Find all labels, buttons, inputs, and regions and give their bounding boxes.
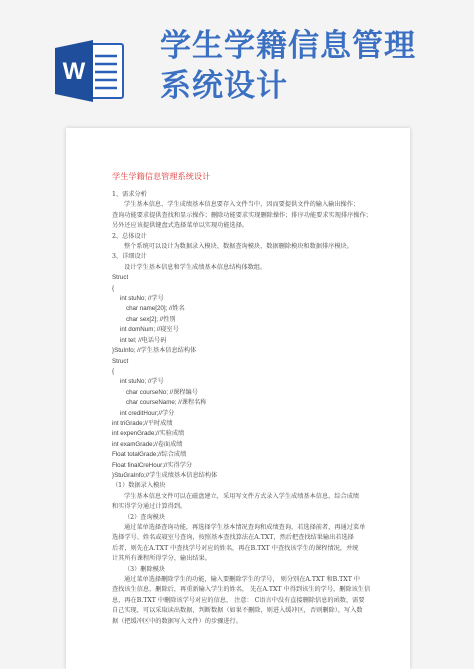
- header-banner: [0, 0, 474, 130]
- text-line: 计其所有课程所得学分，输出结果。: [112, 555, 211, 563]
- page-title: [160, 26, 460, 106]
- code-line: int expenGrade;//实验成绩: [112, 430, 185, 438]
- text-line: 自己实现，可以采取读出数据，判断数据（如果不删除，则进入缓冲区，否则删除），写入数: [112, 607, 363, 615]
- section-heading: 1、需求分析: [112, 191, 147, 198]
- document-page: [66, 128, 410, 669]
- code-line: {: [112, 284, 115, 292]
- code-line: int domNum; //寝室号: [120, 326, 179, 334]
- text-line: 整个系统可以设计为数据录入模块、数据查询模块、数据删除模块和数据排序模块。: [124, 243, 353, 251]
- code-line: int stuNo; //学号: [120, 378, 164, 386]
- code-line: int creditHour;//学分: [120, 409, 175, 417]
- code-line: int examGrade;//卷面成绩: [112, 440, 183, 448]
- subsection-heading: （3）删除模块: [124, 565, 166, 573]
- code-line: Float totalGrade;//综合成绩: [112, 451, 187, 459]
- text-line: 息，再在B.TXT 中删除该学号对应的信息， 注意： C语言中没有直接删除信息的函数，需要: [112, 596, 365, 604]
- subsection-heading: （2）查询模块: [124, 513, 166, 521]
- code-line: Float finalCreHour;//实得学分: [112, 461, 193, 469]
- code-line: char courseNo; //课程编号: [126, 388, 198, 396]
- code-line: int stuNo; //学号: [120, 295, 164, 303]
- document-title: 学生学籍信息管理系统设计: [112, 171, 211, 181]
- text-line: 选择学号、姓名或寝室号查询，按照基本查找算法在A.TXT，然后把查找结果输出若选择: [112, 534, 354, 542]
- text-line: 据（把缓冲区中的数据写入文件）的步骤进行。: [112, 617, 242, 625]
- code-line: char name[20]; //姓名: [126, 305, 185, 313]
- code-line: Struct: [112, 357, 129, 365]
- subsection-heading: （1）数据录入模块: [112, 482, 166, 490]
- text-line: 查找该生信息，删除后，再重新输入学生的姓名， 先在A.TXT 中得到该生的学号，删除该生信: [112, 586, 371, 594]
- text-line: 查询功能要求提供查找和显示操作；删除功能要求实现删除操作；排序功能要求实现排序操作；: [112, 211, 372, 219]
- text-line: 和实得学分通过计算得到。: [112, 503, 187, 511]
- text-line: 学生基本信息、学生成绩基本信息要存入文件当中，因而要提供文件的输入输出操作；: [124, 201, 360, 209]
- code-line: Struct: [112, 274, 129, 282]
- code-line: char courseName; //课程名称: [126, 399, 207, 407]
- text-line: 学生基本信息文件可以在磁盘建立，采用写文件方式录入学生成绩基本信息，综合成绩: [124, 492, 360, 500]
- text-line: 后者，则先在A.TXT 中查找学号对应的姓名，再在B.TXT 中查找该学生的课程情况，并统: [112, 544, 359, 552]
- code-line: int triGrade;//平时成绩: [112, 419, 173, 427]
- section-heading: 3、详细设计: [112, 253, 147, 261]
- text-line: 通过菜单选择删除学生的功能，输入要删除学生的学号， 则分别在A.TXT 和B.TXT 中: [124, 576, 360, 584]
- title-line-1: 学生学籍信息管理: [160, 28, 416, 64]
- code-line: }StuInfo; //学生基本信息结构体: [112, 347, 197, 355]
- code-line: int tel; //电话号码: [120, 336, 167, 344]
- code-line: char sex[2]; //性别: [126, 315, 176, 323]
- word-document-icon: [55, 40, 125, 102]
- svg-text:W: W: [62, 58, 86, 85]
- text-line: 通过菜单选择查询功能，再选择学生基本情况查询和成绩查询，若选择前者，再通过菜单: [124, 524, 366, 531]
- title-line-2: 系统设计: [160, 68, 288, 104]
- text-line: 设计学生基本信息和学生成绩基本信息结构体数组。: [124, 263, 267, 271]
- section-heading: 2、总体设计: [112, 232, 147, 240]
- code-line: }StuGraInfo;//学生成绩基本信息结构体: [112, 471, 218, 479]
- text-line: 另外还应该提供键盘式选择菜单以实现功能选择。: [112, 222, 249, 230]
- code-line: {: [112, 367, 115, 375]
